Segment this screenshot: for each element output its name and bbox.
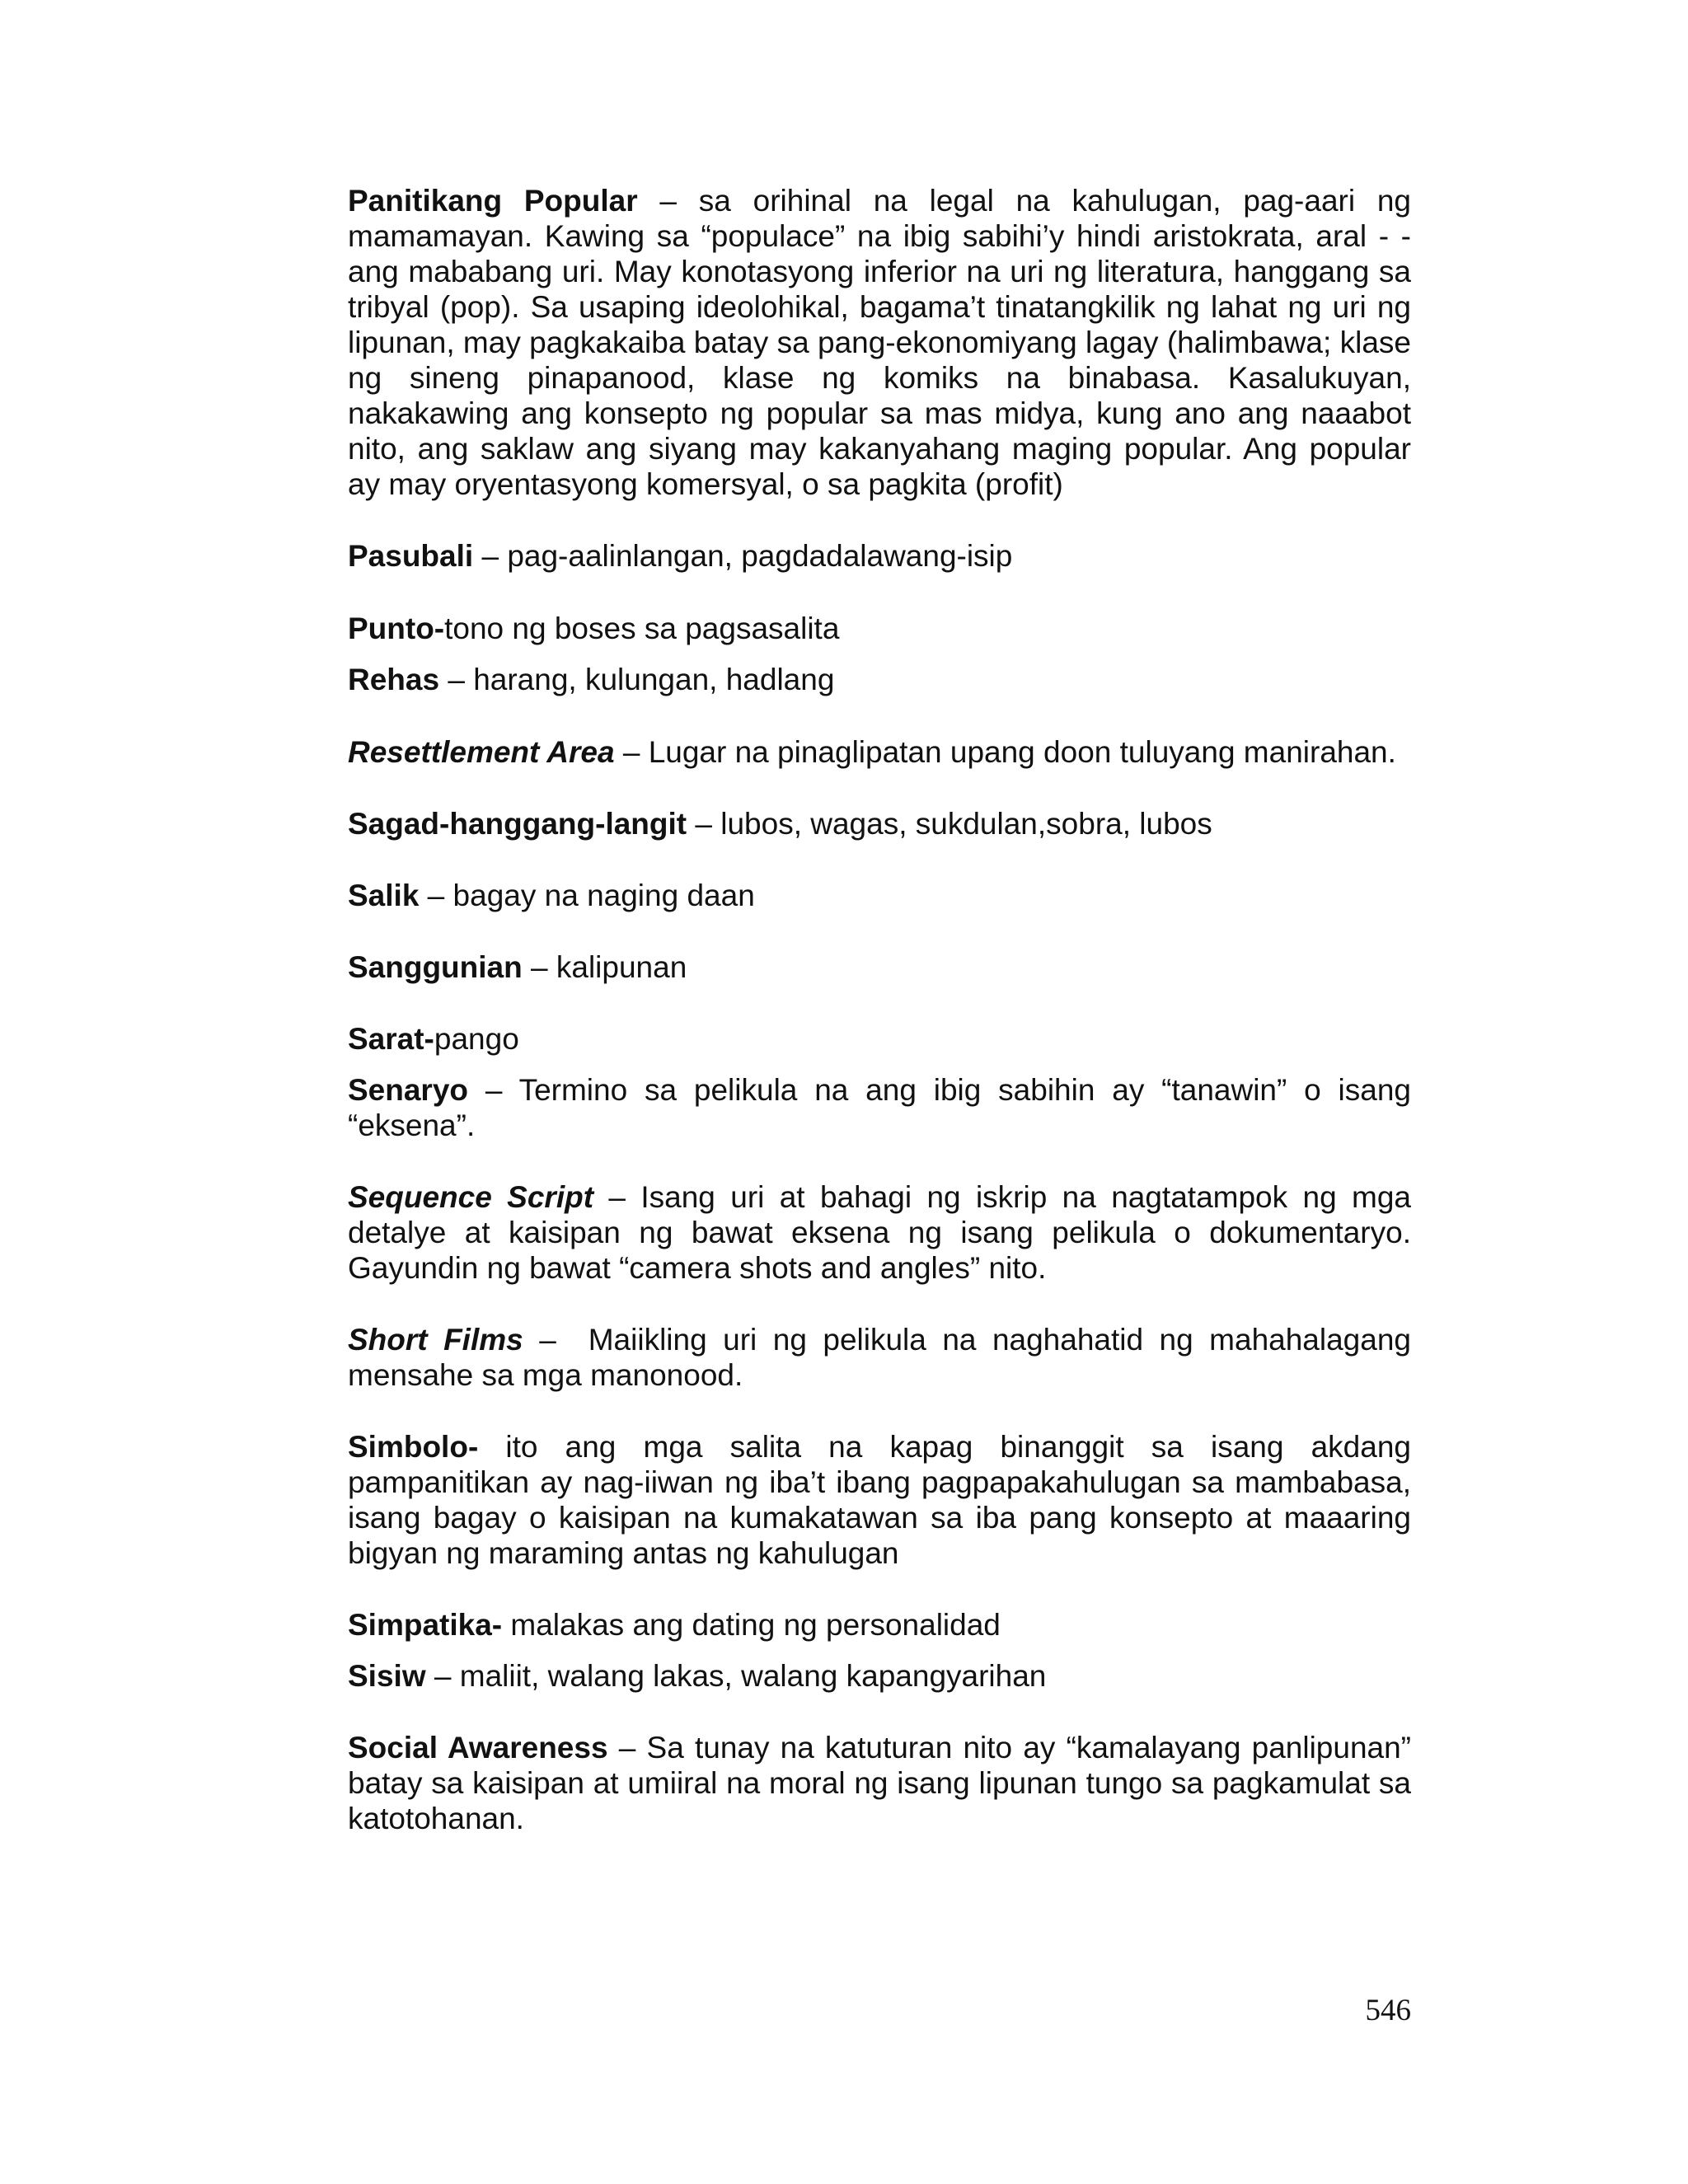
- glossary-entry: [348, 662, 1411, 697]
- glossary-term: Sequence Script: [348, 1180, 594, 1214]
- term-separator: –: [419, 879, 453, 912]
- term-separator: –: [439, 663, 474, 696]
- glossary-definition: maliit, walang lakas, walang kapangyarihan: [459, 1659, 1047, 1693]
- glossary-entry: [348, 1429, 1411, 1571]
- glossary-entry: [348, 1179, 1411, 1286]
- glossary-definition: bagay na naging daan: [452, 879, 755, 912]
- glossary-definition: Sa tunay na katuturan nito ay “kamalayang panlipunan” batay sa kaisipan at umiiral na moral ng isang lipunan tungo sa pagkamulat sa katotohanan.: [348, 1731, 1411, 1835]
- glossary-term: Sanggunian: [348, 950, 523, 984]
- glossary-definition: sa orihinal na legal na kahulugan, pag-aari ng mamamayan. Kawing sa “populace” na ibig sabihi’y hindi aristokrata, aral - -ang mababang uri. May konotasyong inferior na uri ng literatura, hanggang sa tribyal (pop). Sa usaping ideolohikal, bagama’t tinatangkilik ng lahat ng uri ng lipunan, may pagkakaiba batay sa pang-ekonomiyang lagay (halimbawa; klase ng sineng pinapanood, klase ng komiks na binabasa. Kasalukuyan, nakakawing ang konsepto ng popular sa mas midya, kung ano ang naaabot nito, ang saklaw ang siyang may kakanyahang maging popular. Ang popular ay may oryentasyong komersyal, o sa pagkita (profit): [348, 184, 1412, 501]
- glossary-definition: pag-aalinlangan, pagdadalawang-isip: [507, 539, 1013, 573]
- glossary-entry: [348, 538, 1411, 574]
- glossary-definition: ito ang mga salita na kapag binanggit sa isang akdang pampanitikan ay nag-iiwan ng iba’t ibang pagpapakahulugan sa mambabasa, isang bagay o kaisipan na kumakatawan sa iba pang konsepto at maaaring bigyan ng maraming antas ng kahulugan: [348, 1430, 1411, 1570]
- glossary-definition: kalipunan: [556, 950, 687, 984]
- glossary-entry: [348, 611, 1411, 646]
- glossary-term: Sisiw: [348, 1659, 426, 1693]
- glossary-entry: [348, 1730, 1411, 1836]
- term-separator: –: [637, 184, 699, 218]
- glossary-definition: Termino sa pelikula na ang ibig sabihin ay “tanawin” o isang “eksena”.: [348, 1073, 1411, 1142]
- glossary-term: Punto-: [348, 612, 445, 645]
- glossary-definition: pango: [434, 1022, 519, 1056]
- term-separator: –: [614, 735, 649, 769]
- glossary-entry: [348, 1607, 1411, 1643]
- term-separator: –: [468, 1073, 519, 1107]
- glossary-term: Resettlement Area: [348, 735, 615, 769]
- glossary-definition: Isang uri at bahagi ng iskrip na nagtatampok ng mga detalye at kaisipan ng bawat eksena ng isang pelikula o dokumentaryo. Gayundin ng bawat “camera shots and angles” nito.: [348, 1180, 1412, 1285]
- term-separator: –: [473, 539, 508, 573]
- glossary-term: Short Films: [348, 1323, 523, 1357]
- glossary-entry: [348, 183, 1411, 502]
- term-separator: –: [522, 950, 556, 984]
- glossary-term: Social Awareness: [348, 1731, 608, 1765]
- glossary-entry: [348, 1021, 1411, 1057]
- glossary-term: Sagad-hanggang-langit: [348, 807, 687, 841]
- glossary-term: Simbolo-: [348, 1430, 479, 1464]
- term-separator: –: [607, 1731, 647, 1765]
- glossary-term: Panitikang Popular: [348, 184, 638, 218]
- glossary-definition: Lugar na pinaglipatan upang doon tuluyang manirahan.: [648, 735, 1396, 769]
- term-separator: –: [593, 1180, 641, 1214]
- glossary-entry: [348, 1322, 1411, 1393]
- glossary-definition: lubos, wagas, sukdulan,sobra, lubos: [720, 807, 1212, 841]
- glossary-entries: [348, 183, 1411, 1836]
- page-number: 546: [1365, 1994, 1411, 2027]
- glossary-entry: [348, 806, 1411, 841]
- term-separator: –: [523, 1323, 588, 1357]
- glossary-entry: [348, 878, 1411, 913]
- term-separator: [478, 1430, 505, 1464]
- glossary-term: Sarat-: [348, 1022, 434, 1056]
- glossary-entry: [348, 949, 1411, 985]
- glossary-entry: [348, 734, 1411, 770]
- glossary-definition: tono ng boses sa pagsasalita: [444, 612, 840, 645]
- glossary-entry: [348, 1072, 1411, 1143]
- term-separator: –: [687, 807, 721, 841]
- term-separator: [502, 1608, 510, 1642]
- glossary-term: Simpatika-: [348, 1608, 503, 1642]
- glossary-term: Salik: [348, 879, 420, 912]
- glossary-term: Pasubali: [348, 539, 474, 573]
- glossary-definition: harang, kulungan, hadlang: [473, 663, 835, 696]
- glossary-entry: [348, 1658, 1411, 1694]
- glossary-term: Senaryo: [348, 1073, 469, 1107]
- glossary-definition: malakas ang dating ng personalidad: [510, 1608, 1001, 1642]
- glossary-term: Rehas: [348, 663, 440, 696]
- term-separator: –: [425, 1659, 460, 1693]
- glossary-definition: Maiikling uri ng pelikula na naghahatid ng mahahalagang mensahe sa mga manonood.: [348, 1323, 1411, 1392]
